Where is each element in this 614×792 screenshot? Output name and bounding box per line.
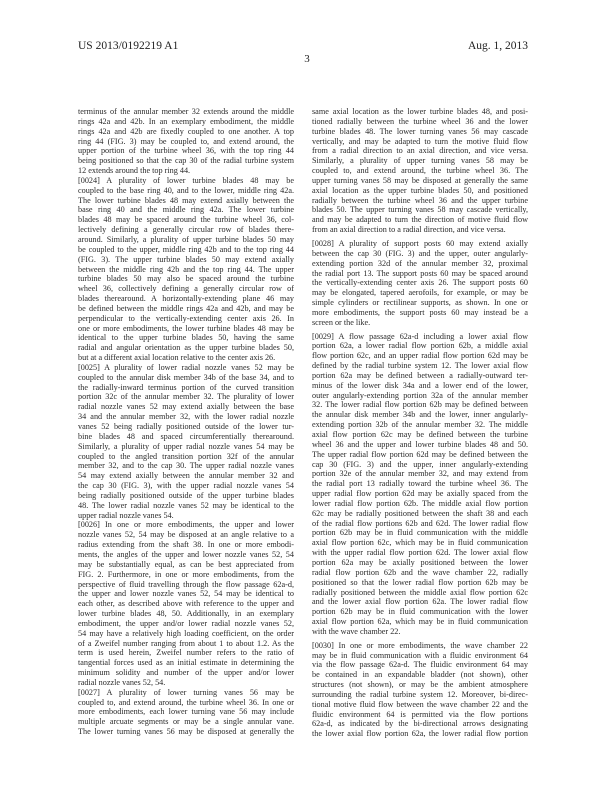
text-line: lectively defining a generally circular row of blades there- <box>78 225 294 235</box>
publication-number: US 2013/0192219 A1 <box>78 40 179 52</box>
paragraph <box>78 688 294 737</box>
text-line: via the flow passage 62a-d. The fluidic environment 64 may <box>312 660 528 670</box>
text-line: portion 32c of the annular member 32. The plurality of lower <box>78 392 294 402</box>
text-line: radius extending from the shaft 38. In one or more embodi- <box>78 540 294 550</box>
text-line: be contained in an expandable bladder (not shown), other <box>312 670 528 680</box>
text-line: of a Zweifel number ranging from about 1 to about 1.2. As the <box>78 638 294 648</box>
right-text-column <box>312 107 528 739</box>
text-line: 34 and the annular member 32, with the lower radial nozzle <box>78 412 294 422</box>
text-line: more embodiments, the support posts 60 may instead be a <box>312 307 528 317</box>
text-line: between the middle ring 42b and the top ring 44. The upper <box>78 264 294 274</box>
text-line: extending portion 32b of the annular member 32. The middle <box>312 420 528 430</box>
text-line: The upper radial flow portion 62d may be defined between the <box>312 449 528 459</box>
text-line: coupled to the angled transition portion 32f of the annular <box>78 451 294 461</box>
text-line: the radially-inward terminus portion of the curved transition <box>78 382 294 392</box>
text-line: extending portion 32d of the annular member 32, proximal <box>312 258 528 268</box>
text-line: member 32, and to the cap 30. The upper radial nozzle vanes <box>78 461 294 471</box>
text-line: from a radial direction to an axial direction, and vice versa. <box>312 146 528 156</box>
paragraph <box>78 363 294 521</box>
text-line: turbine blades 48. The lower turning vanes 56 may cascade <box>312 126 528 136</box>
text-line: may be in fluid communication with a fluidic environment 64 <box>312 650 528 660</box>
text-line: defined by the radial turbine system 12. The lower axial flow <box>312 361 528 371</box>
text-line: 12 extends around the top ring 44. <box>78 166 191 176</box>
text-line: ring 44 (FIG. 3) may be coupled to, and extend around, the <box>78 136 294 146</box>
text-line: between the cap 30 (FIG. 3) and the upper, outer angularly- <box>312 248 528 258</box>
text-line: may be elongated, tapered aerofoils, for example, or may be <box>312 288 528 298</box>
text-line: tional motive fluid flow between the wave chamber 22 and the <box>312 699 528 709</box>
text-line: [0024] A plurality of lower turbine blades 48 may be <box>78 175 294 185</box>
text-line: blades 50. The upper turning vanes 58 may cascade vertically, <box>312 205 528 215</box>
text-line: Similarly, a plurality of upper turning vanes 58 may be <box>312 156 528 166</box>
paragraph <box>78 520 294 687</box>
text-line: radial flow portion 62b and the wave chamber 22, radially <box>312 567 528 577</box>
text-line: axial location as the upper turbine blades 50, and positioned <box>312 185 528 195</box>
paragraph <box>312 332 528 637</box>
text-line: tioned radially between the turbine wheel 36 and the lower <box>312 116 528 126</box>
text-line: be coupled to the upper, middle ring 42b and to the top ring 44 <box>78 244 294 254</box>
text-line: the annular disk member 34b and the lower, inner angularly- <box>312 410 528 420</box>
paragraph <box>78 176 294 363</box>
text-line: of the radial flow portions 62b and 62d. The lower radial flow <box>312 518 528 528</box>
text-line: ments, the angles of the upper and lower nozzle vanes 52, 54 <box>78 549 294 559</box>
text-line: portion 62a, a lower radial flow portion 62b, a middle axial <box>312 341 528 351</box>
text-line: 62a-d, as indicated by the bi-directional arrows designating <box>312 719 528 729</box>
text-line: coupled to, and extend around, the turbine wheel 36. In one or <box>78 697 294 707</box>
left-text-column <box>78 107 294 737</box>
text-line: 32. The lower radial flow portion 62b may be defined between <box>312 400 528 410</box>
text-line: be defined between the middle rings 42a and 42b, and may be <box>78 303 294 313</box>
text-line: radial nozzle vanes 52, 54. <box>78 677 166 687</box>
text-line: 62c may be radially positioned between the shaft 38 and each <box>312 508 528 518</box>
text-line: and the lower axial flow portion 62a. The lower radial flow <box>312 597 528 607</box>
text-line: rings 42a and 42b are fixedly coupled to one another. A top <box>78 126 294 136</box>
text-line: tangential forces used as an initial estimate in determining the <box>78 658 294 668</box>
text-line: [0028] A plurality of support posts 60 may extend axially <box>312 238 528 248</box>
text-line: radially positioned between the middle axial flow portion 62c <box>312 587 528 597</box>
text-line: portion 62b may be in fluid communication with the lower <box>312 607 528 617</box>
text-line: being radially positioned outside of the upper turbine blades <box>78 490 294 500</box>
paragraph <box>312 641 528 739</box>
text-line: flow portion 62c, and an upper radial flow portion 62d may be <box>312 351 528 361</box>
text-line: minus of the lower disk 34a and a lower end of the lower, <box>312 380 528 390</box>
text-line: radial nozzle vanes 52 may extend axially between the base <box>78 402 294 412</box>
text-line: but at a different axial location relative to the center axis 26. <box>78 353 276 363</box>
text-line: FIG. 2. Furthermore, in one or more embodiments, from the <box>78 569 294 579</box>
text-line: portion 62b may be in fluid communication with the middle <box>312 528 528 538</box>
text-line: portion 32e of the annular member 32, and may extend from <box>312 469 528 479</box>
text-line: the lower axial flow portion 62a, the lower radial flow portion <box>312 729 528 739</box>
text-line: minimum solidity and number of the upper and/or lower <box>78 668 294 678</box>
text-line: wheel 36 and the upper and lower turbine blades 48 and 50. <box>312 439 528 449</box>
text-line: the radial port 13. The support posts 60 may be spaced around <box>312 268 528 278</box>
publication-date: Aug. 1, 2013 <box>467 40 528 52</box>
text-line: the cap 30 (FIG. 3), with the upper radial nozzle vanes 54 <box>78 481 294 491</box>
text-line: with the upper radial flow portion 62d. The lower axial flow <box>312 548 528 558</box>
text-line: upper radial flow portion 62d may be axially spaced from the <box>312 489 528 499</box>
text-line: surrounding the radial turbine system 12. Moreover, bi-direc- <box>312 689 528 699</box>
text-line: coupled to the annular disk member 34b of the base 34, and to <box>78 372 294 382</box>
text-line: outer angularly-extending portion 32a of the annular member <box>312 390 528 400</box>
text-line: base ring 40 and the middle ring 42a. The lower turbine <box>78 205 294 215</box>
text-line: structures (not shown), or may be the ambient atmosphere <box>312 680 528 690</box>
text-line: The lower turbine blades 48 may extend axially between the <box>78 195 294 205</box>
text-line: screen or the like. <box>312 317 371 327</box>
text-line: 48. The lower radial nozzle vanes 52 may be identical to the <box>78 500 294 510</box>
text-line: cap 30 (FIG. 3) and the upper, inner angularly-extending <box>312 459 528 469</box>
text-line: one or more embodiments, the lower turbine blades 48 may be <box>78 323 294 333</box>
text-line: positioned so that the lower radial flow portion 62b may be <box>312 577 528 587</box>
text-line: fluidic environment 64 is permitted via the flow portions <box>312 709 528 719</box>
text-line: lower turbine blades 48, 50. Additionally, in an exemplary <box>78 609 294 619</box>
text-line: the vertically-extending center axis 26. The support posts 60 <box>312 278 528 288</box>
text-line: 54 may extend axially between the annular member 32 and <box>78 471 294 481</box>
text-line: embodiment, the upper and/or lower radial nozzle vanes 52, <box>78 618 294 628</box>
text-line: The lower turning vanes 56 may be disposed at generally the <box>78 727 294 737</box>
paragraph <box>78 107 294 176</box>
paragraph <box>312 107 528 235</box>
text-line: axial flow portion 62c, which may be in fluid communication <box>312 538 528 548</box>
text-line: portion 62a may be axially positioned between the lower <box>312 557 528 567</box>
text-line: axial flow portion 62a, which may be in fluid communication <box>312 617 528 627</box>
text-line: [0025] A plurality of lower radial nozzle vanes 52 may be <box>78 362 294 372</box>
text-line: perspective of fluid travelling through the flow passage 62a-d, <box>78 579 294 589</box>
text-line: more embodiments, each lower turning vane 56 may include <box>78 707 294 717</box>
text-line: radially between the turbine wheel 36 and the upper turbine <box>312 195 528 205</box>
text-line: [0029] A flow passage 62a-d including a lower axial flow <box>312 331 528 341</box>
text-line: nozzle vanes 52, 54 may be disposed at an angle relative to a <box>78 530 294 540</box>
text-line: the upper and lower nozzle vanes 52, 54 may be identical to <box>78 589 294 599</box>
text-line: axial flow portion 62c may be defined between the turbine <box>312 430 528 439</box>
page-number: 3 <box>304 53 310 65</box>
text-line: perpendicular to the vertically-extending center axis 26. In <box>78 313 294 323</box>
text-line: vanes 52 being radially positioned outside of the lower tur- <box>78 422 294 431</box>
text-line: vertically, and may be adapted to turn the motive fluid flow <box>312 136 528 146</box>
text-line: may be substantially equal, as can be best appreciated from <box>78 559 294 569</box>
text-line: coupled to the base ring 40, and to the lower, middle ring 42a. <box>78 185 294 195</box>
text-line: simple cylinders or rectilinear supports, as shown. In one or <box>312 298 528 308</box>
text-line: terminus of the annular member 32 extends around the middle <box>78 107 294 116</box>
text-line: portion 62a may be defined between a radially-outward ter- <box>312 370 528 380</box>
text-line: term is used herein, Zweifel number refers to the ratio of <box>78 648 294 658</box>
text-line: turbine blades 50 may also be spaced around the turbine <box>78 274 294 284</box>
text-line: upper portion of the turbine wheel 36, with the top ring 44 <box>78 146 294 156</box>
text-line: radial and angular orientation as the upper turbine blades 50, <box>78 343 294 353</box>
text-line: same axial location as the lower turbine blades 48, and posi- <box>312 107 528 116</box>
text-line: (FIG. 3). The upper turbine blades 50 may extend axially <box>78 254 294 264</box>
text-line: wheel 36, collectively defining a generally circular row of <box>78 284 294 294</box>
text-line: upper turning vanes 58 may be disposed at generally the same <box>312 175 528 185</box>
text-line: blades 48 may be spaced around the turbine wheel 36, col- <box>78 215 294 225</box>
text-line: bine blades 48 and spaced circumferentially therearound. <box>78 431 294 441</box>
text-line: upper radial nozzle vanes 54. <box>78 510 174 520</box>
text-line: the radial port 13 radially toward the turbine wheel 36. The <box>312 479 528 489</box>
paragraph <box>312 239 528 328</box>
text-line: from an axial direction to a radial direction, and vice versa. <box>312 225 506 235</box>
text-line: [0027] A plurality of lower turning vanes 56 may be <box>78 687 294 697</box>
text-line: and may be adapted to turn the direction of motive fluid flow <box>312 215 528 225</box>
text-line: coupled to, and extend around, the turbine wheel 36. The <box>312 166 528 176</box>
text-line: around. Similarly, a plurality of upper turbine blades 50 may <box>78 234 294 244</box>
text-line: [0026] In one or more embodiments, the upper and lower <box>78 520 294 530</box>
text-line: 54 may have a relatively high loading coefficient, on the order <box>78 628 294 638</box>
text-line: each other, as described above with reference to the upper and <box>78 599 294 609</box>
text-line: identical to the upper turbine blades 50, having the same <box>78 333 294 343</box>
text-line: rings 42a and 42b. In an exemplary embodiment, the middle <box>78 116 294 126</box>
text-line: with the wave chamber 22. <box>312 626 401 636</box>
text-line: [0030] In one or more embodiments, the wave chamber 22 <box>312 640 528 650</box>
text-line: multiple arcuate segments or may be a single annular vane. <box>78 717 294 727</box>
text-line: lower radial flow portion 62b. The middle axial flow portion <box>312 498 528 508</box>
text-line: Similarly, a plurality of upper radial nozzle vanes 54 may be <box>78 441 294 451</box>
text-line: blades therearound. A horizontally-extending plane 46 may <box>78 294 294 304</box>
text-line: being positioned so that the cap 30 of the radial turbine system <box>78 156 294 166</box>
